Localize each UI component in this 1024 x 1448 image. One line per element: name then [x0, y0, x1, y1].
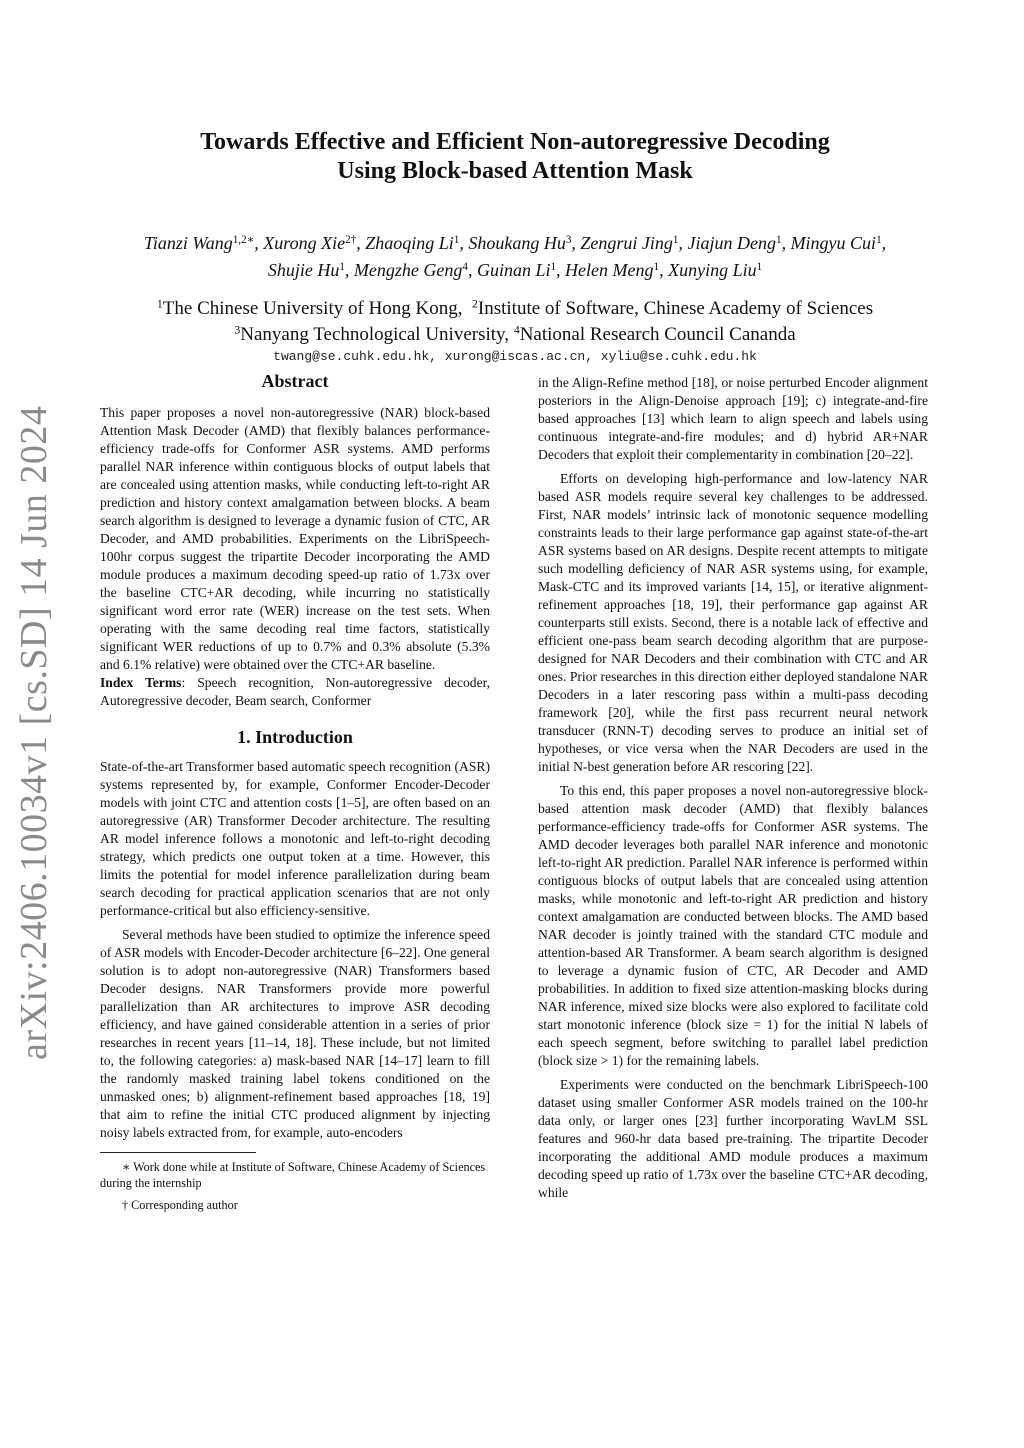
author: Helen Meng$^1$, — [565, 260, 669, 280]
left-column — [100, 372, 490, 1213]
affiliations — [100, 296, 930, 348]
intro-paragraph-3: in the Align-Refine method [18], or noise perturbed Encoder alignment posteriors in the Align-Denoise approach [19]; c) integrate-and-fire based approaches [13] which learn to align speech and labels using continuous integrate-and-fire modules; and d) hybrid AR+NAR Decoders that exploit their complementarity in combination [20–22]. — [538, 375, 928, 462]
intro-paragraph-6: Experiments were conducted on the benchmark LibriSpeech-100 dataset using smaller Conformer ASR models trained on the 100-hr data only, or larger ones [23] further incorporating WavLM SSL features and 960-hr data based pre-training. The tripartite Decoder incorporating the additional AMD module produces a maximum decoding speed up ratio of 1.73x over the baseline CTC+AR decoding, while — [538, 1077, 928, 1200]
arxiv-identifier: arXiv:2406.10034v1 [cs.SD] 14 Jun 2024 — [13, 405, 55, 1060]
footnote-work-done: ∗ Work done while at Institute of Software, Chinese Academy of Sciences during the internship — [100, 1160, 486, 1190]
author: Shoukang Hu$^3$, — [468, 233, 581, 253]
intro-paragraph-4: Efforts on developing high-performance and low-latency NAR based ASR models require several key challenges to be addressed. First, NAR models’ intrinsic lack of monotonic sequence modelling constraints leads to their large performance gap against state-of-the-art ASR systems based on AR designs. Despite recent attempts to mitigate such modelling deficiency of NAR ASR systems using, for example, Mask-CTC and its improved variants [14, 15], or iterative alignment-refinement approaches [18, 19], their performance gap against AR counterparts still exists. Second, there is a notable lack of effective and efficient one-pass beam search decoding algorithm that are purpose-designed for NAR Decoders and their combination with CTC and AR ones. Prior researches in this direction either deployed standalone NAR Decoders in a later rescoring pass within a multi-pass decoding framework [20], while the first pass recurrent neural network transducer (RNN-T) decoding serves to produce an initial set of hypotheses, or vice versa when the NAR Decoders are used in the initial N-best generation before AR rescoring [22]. — [538, 471, 928, 774]
affiliation-line-2: $^3$Nanyang Technological University, $^4$National Research Council Cananda — [234, 323, 796, 345]
title-line-1: Towards Effective and Efficient Non-autoregressive Decoding — [200, 129, 830, 155]
author: Shujie Hu$^1$, — [267, 260, 354, 280]
title-line-2: Using Block-based Attention Mask — [337, 158, 693, 184]
author: Mengzhe Geng$^4$, — [353, 260, 477, 280]
affiliation-line-1: $^1$The Chinese University of Hong Kong, $^2$Institute of Software, Chinese Academy of Sciences — [156, 297, 874, 319]
index-terms: Index Terms: Speech recognition, Non-autoregressive decoder, Autoregressive decoder, Beam search, Conformer — [100, 675, 490, 708]
introduction-heading: 1. Introduction — [237, 727, 353, 747]
footnote-corresponding-author: † Corresponding author — [122, 1198, 238, 1212]
author: Tianzi Wang$^{1,2∗}$, — [143, 233, 264, 253]
author: Zhaoqing Li$^1$, — [365, 233, 469, 253]
paper-title — [100, 128, 930, 186]
author: Jiajun Deng$^1$, — [687, 233, 791, 253]
author: Zengrui Jing$^1$, — [580, 233, 688, 253]
right-column — [538, 374, 928, 1202]
footnote-divider — [100, 1152, 256, 1153]
intro-paragraph-2: Several methods have been studied to optimize the inference speed of ASR models with Encoder-Decoder architecture [6–22]. One general solution is to adopt non-autoregressive (NAR) Transformers based Decoder designs. NAR Transformers provide more powerful parallelization than AR architectures to improve ASR decoding efficiency, and have gained considerable attention in a series of prior researches in recent years [11–14, 18]. These include, but not limited to, the following categories: a) mask-based NAR [14–17] learn to fill the randomly masked training label tokens conditioned on the unmasked ones; b) alignment-refinement based approaches [18, 19] that aim to refine the initial CTC produced alignment by injecting noisy labels extracted from, for example, auto-encoders — [100, 927, 490, 1140]
abstract-heading: Abstract — [261, 371, 329, 391]
author-emails: twang@se.cuhk.edu.hk, xurong@iscas.ac.cn, xyliu@se.cuhk.edu.hk — [273, 349, 757, 364]
author: Mingyu Cui$^1$, — [790, 233, 887, 253]
author: Xunying Liu$^1$ — [668, 260, 763, 280]
intro-paragraph-5: To this end, this paper proposes a novel non-autoregressive block-based attention mask decoder (AMD) that flexibly balances performance-efficiency trade-offs for Conformer ASR systems. The AMD decoder leverages both parallel NAR inference and monotonic left-to-right AR prediction. Parallel NAR inference is performed within contiguous blocks of output labels that are concealed using attention masks, while monotonic and left-to-right AR prediction and history context amalgamation are conducted between blocks. The AMD based NAR decoder is jointly trained with the standard CTC module and attention-based AR Transformer. A beam search algorithm is designed to leverage a dynamic fusion of CTC, AR Decoder and AMD probabilities. In addition to fixed size attention-masking blocks during NAR inference, mixed size blocks were also explored to facilitate cold start monotonic inference (block size = 1) for the initial N labels of each speech segment, before switching to parallel label prediction (block size > 1) for the remaining labels. — [538, 783, 928, 1068]
author: Xurong Xie$^{2\dagger}$, — [263, 233, 366, 253]
author: Guinan Li$^1$, — [476, 260, 566, 280]
abstract-text: This paper proposes a novel non-autoregressive (NAR) block-based Attention Mask Decoder (AMD) that flexibly balances performance-efficiency trade-offs for Conformer ASR systems. AMD performs parallel NAR inference within contiguous blocks of output labels that are concealed using attention masks, while conducting left-to-right AR prediction and history context amalgamation between blocks. A beam search algorithm is designed to leverage a dynamic fusion of CTC, AR Decoder, and AMD probabilities. Experiments on the LibriSpeech-100hr corpus suggest the tripartite Decoder incorporating the AMD module produces a maximum decoding speed-up ratio of 1.73x over the baseline CTC+AR decoding, while incurring no statistically significant word error rate (WER) increase on the test sets. When operating with the same decoding real time factors, statistically significant WER reductions of up to 0.7% and 0.3% absolute (5.3% and 6.1% relative) were obtained over the CTC+AR baseline. — [100, 405, 490, 672]
intro-paragraph-1: State-of-the-art Transformer based automatic speech recognition (ASR) systems represented by, for example, Conformer Encoder-Decoder models with joint CTC and attention costs [1–5], are often based on an autoregressive (AR) Transformer Decoder architecture. The resulting AR model inference follows a monotonic and left-to-right decoding strategy, which predicts one output token at a time. However, this limits the potential for model inference parallelization during beam search decoding for practical application scenarios that are not only performance-critical but also efficiency-sensitive. — [100, 759, 490, 918]
author-list — [100, 230, 930, 284]
